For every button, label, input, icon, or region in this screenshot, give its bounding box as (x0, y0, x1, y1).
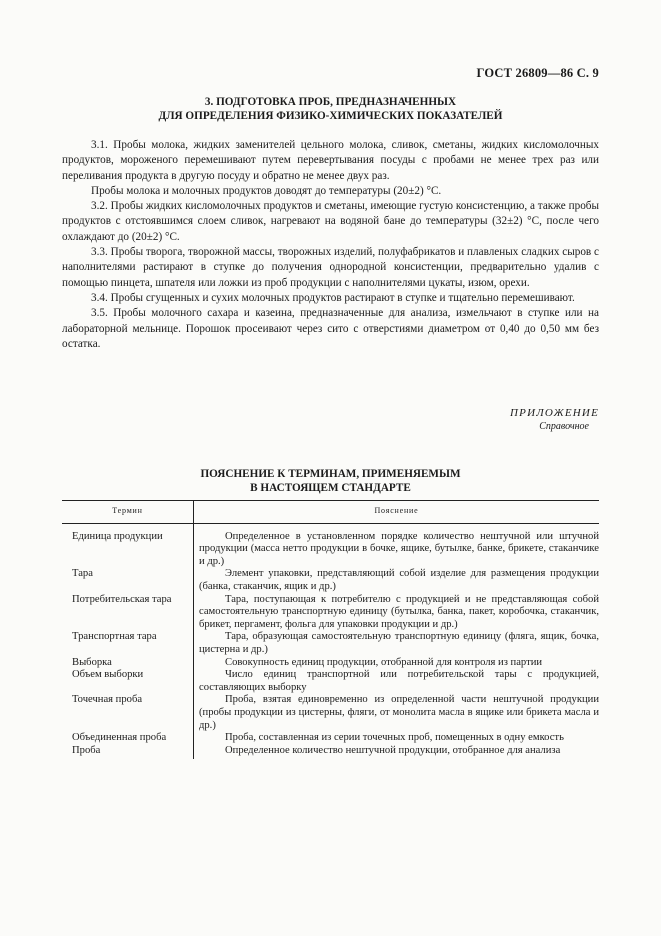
table-row (62, 669, 599, 694)
paragraph-temperature: Пробы молока и молочных продуктов доводят до температуры (20±2) °С. (91, 184, 442, 197)
explanation-cell: Определенное количество нештучной продукции, отобранное для анализа (225, 744, 561, 756)
terms-table (62, 500, 599, 759)
table-row (62, 732, 599, 745)
term-cell: Единица продукции (62, 523, 194, 568)
section-title-line-2: ДЛЯ ОПРЕДЕЛЕНИЯ ФИЗИКО-ХИМИЧЕСКИХ ПОКАЗАТЕЛЕЙ (158, 109, 503, 122)
appendix-label-block (510, 407, 599, 433)
table-row (62, 694, 599, 732)
table-row (62, 523, 599, 568)
term-cell: Проба (62, 745, 194, 760)
terms-title-line-2: В НАСТОЯЩЕМ СТАНДАРТЕ (250, 481, 411, 494)
table-row (62, 594, 599, 632)
terms-title-line-1: ПОЯСНЕНИЕ К ТЕРМИНАМ, ПРИМЕНЯЕМЫМ (200, 468, 461, 480)
paragraph-3-2: 3.2. Пробы жидких кисломолочных продуктов и сметаны, имеющие густую консистенцию, а также пробы продуктов с отстоявшимся слоем сливок, нагревают на водяной бане до температуры (32±2) °С, после чего охлаждают до (20±2) °С. (62, 200, 599, 243)
term-cell: Потребительская тара (62, 594, 194, 632)
term-cell: Объединенная проба (62, 732, 194, 745)
paragraph-3-4: 3.4. Пробы сгущенных и сухих молочных продуктов растирают в ступке и тщательно перемешивают. (91, 291, 575, 304)
column-header-term: Термин (62, 501, 194, 524)
appendix-label: ПРИЛОЖЕНИЕ (510, 407, 599, 419)
table-header-row (62, 501, 599, 524)
explanation-cell: Определенное в установленном порядке количество нештучной или штучной продукции (масса нетто продукции в бочке, ящике, бутылке, банке, брикете, стаканчике и др.) (199, 530, 599, 567)
explanation-cell: Проба, составленная из серии точечных проб, помещенных в одну емкость (225, 732, 564, 744)
table-row (62, 568, 599, 593)
term-cell: Выборка (62, 657, 194, 670)
explanation-cell: Совокупность единиц продукции, отобранной для контроля из партии (225, 656, 543, 668)
section-title (62, 96, 599, 123)
appendix-sublabel: Справочное (539, 421, 589, 432)
term-cell: Тара (62, 568, 194, 593)
term-cell: Транспортная тара (62, 631, 194, 656)
explanation-cell: Число единиц транспортной или потребительской тары с продукцией, составляющих выборку (199, 669, 599, 693)
term-cell: Точечная проба (62, 694, 194, 732)
term-cell: Объем выборки (62, 669, 194, 694)
table-row (62, 631, 599, 656)
column-header-explanation: Пояснение (194, 501, 600, 524)
paragraph-3-3: 3.3. Пробы творога, творожной массы, творожных изделий, полуфабрикатов и плавленых сладких сыров с наполнителями растирают в ступке до получения однородной консистенции, предварительно удалив с помощью пинцета, шпателя или ложки из проб продукции с наполнителями цукаты, изюм, орехи. (62, 246, 599, 289)
paragraph-3-5: 3.5. Пробы молочного сахара и казеина, предназначенные для анализа, измельчают в ступке или на лабораторной мельнице. Порошок просеивают через сито с отверстиями диаметром от 0,40 до 0,50 мм без остатка. (62, 307, 599, 350)
section-body (62, 138, 599, 352)
table-row (62, 657, 599, 670)
terms-title (62, 468, 599, 495)
explanation-cell: Тара, образующая самостоятельную транспортную единицу (фляга, ящик, бочка, цистерна и др.) (199, 631, 599, 655)
explanation-cell: Проба, взятая единовременно из определенной части нештучной продукции (пробы продукции из цистерны, фляги, от монолита масла в ящике или брикета масла и др.) (199, 694, 599, 731)
paragraph-3-1: 3.1. Пробы молока, жидких заменителей цельного молока, сливок, сметаны, жидких кисломолочных продуктов, мороженого перемешивают путем перевертывания посуды с пробами не менее трех раз или переливания продукта в другую посуду и обратно не менее двух раз. (62, 139, 599, 182)
page-header: ГОСТ 26809—86 С. 9 (476, 66, 599, 80)
section-title-line-1: 3. ПОДГОТОВКА ПРОБ, ПРЕДНАЗНАЧЕННЫХ (204, 96, 457, 108)
explanation-cell: Тара, поступающая к потребителю с продукцией и не представляющая собой самостоятельную транспортную единицу (бутылка, банка, пакет, коробочка, стаканчик, брикет, пергамент, фольга для упаковки продукции и др.) (199, 593, 599, 630)
explanation-cell: Элемент упаковки, представляющий собой изделие для размещения продукции (банка, стаканчик, ящик и др.) (199, 568, 599, 592)
table-row (62, 745, 599, 760)
